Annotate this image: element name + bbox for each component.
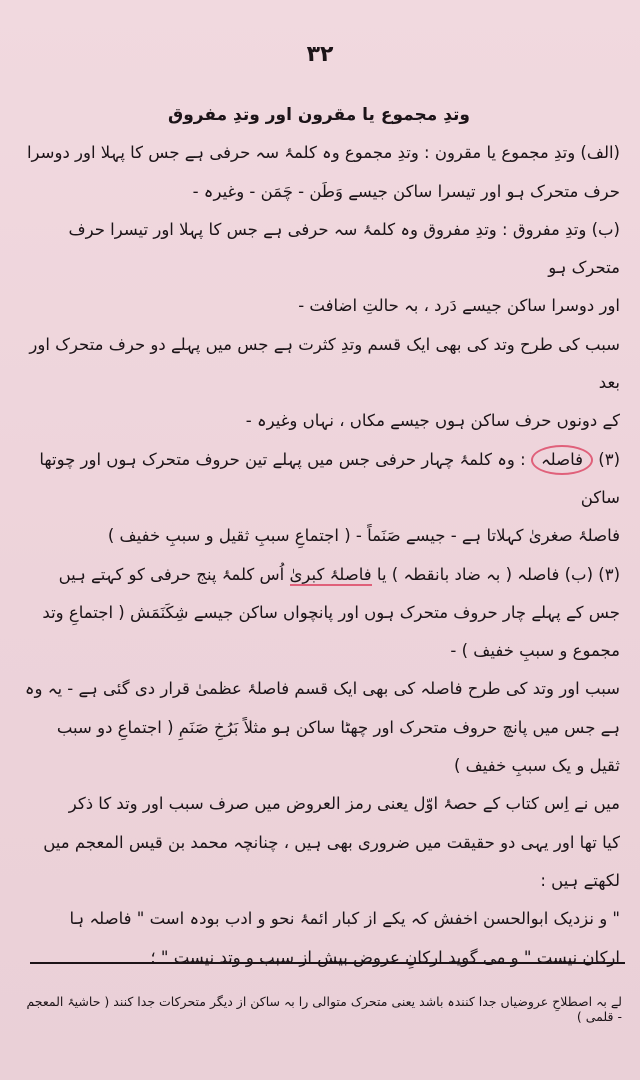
text-line: حرف متحرک ہو اور تیسرا ساکن جیسے وَطَن - چَمَن - وغیرہ -: [192, 181, 620, 201]
text-line: سبب کی طرح وتد کی بھی ایک قسم وتدِ کثرت ہے جس میں پہلے دو حرف متحرک اور بعد: [29, 334, 620, 393]
text-line: جس کے پہلے چار حروف متحرک ہوں اور پانچواں ساکن جیسے شِکَنَمَش ( اجتماعِ وتد: [42, 602, 620, 622]
text-line-fasila-kubra: [20, 556, 620, 594]
page-number: ۳۲: [306, 42, 334, 67]
quote-line: ارکان نیست " و می گوید ارکانِ عروض بیش از سبب و وتد نیست " ؛: [150, 947, 620, 967]
section-heading: وتدِ مجموع یا مقرون اور وتدِ مفروق: [168, 105, 470, 125]
underlined-term-fasila-kubra: فاصلۂ کبریٰ: [289, 564, 372, 584]
text-line: مجموع و سببِ خفیف ) -: [450, 641, 620, 661]
body-text: [20, 96, 620, 977]
text-line: کے دونوں حرف ساکن ہوں جیسے مکاں ، نہاں وغیرہ -: [245, 411, 620, 431]
fasila-kubra-start: (۳) (ب) فاصلہ ( بہ ضاد بانقطہ ) یا: [376, 564, 620, 584]
footnote: لے بہ اصطلاحِ عروضیاں جدا کنندہ باشد یعنی متحرک متوالی را بہ ساکن از دیگر متحرکات جدا کنند ( حاشیۂ المعجم - قلمی ): [26, 994, 622, 1024]
text-line: (ب) وتدِ مفروق : وتدِ مفروق وہ کلمۂ سہ حرفی ہے جس کا پہلا اور تیسرا حرف متحرک ہو: [68, 219, 620, 278]
fasila-kubra-rest: اُس کلمۂ پنج حرفی کو کہتے ہیں: [58, 564, 285, 584]
text-line: ہے جس میں پانچ حروف متحرک اور چھٹا ساکن ہو مثلاً بَرُخِ صَنَمِ ( اجتماعِ دو سبب: [56, 717, 620, 737]
text-line-fasila: [20, 441, 620, 518]
footnote-divider: [30, 962, 625, 964]
text-line: کیا تھا اور یہی دو حقیقت میں ضروری بھی ہیں ، چنانچہ محمد بن قیس المعجم میں لکھتے ہیں :: [43, 832, 620, 890]
text-line: ثقیل و یک سببِ خفیف ): [453, 756, 620, 776]
text-line: سبب اور وتد کی طرح فاصلہ کی بھی ایک قسم فاصلۂ عظمیٰ قرار دی گئی ہے - یہ وہ: [24, 679, 620, 699]
circled-term-fasila: فاصلہ: [531, 445, 593, 475]
text-line: اور دوسرا ساکن جیسے دَرد ، بہ حالتِ اضافت -: [298, 296, 620, 316]
fasila-number: (۳): [598, 449, 620, 469]
quote-line: " و نزدیک ابوالحسن اخفش کہ یکے از کبار ائمۂ نحو و ادب بودہ است " فاصلہ ہا: [69, 909, 620, 929]
text-line: میں نے اِس کتاب کے حصۂ اوّل یعنی رمز العروض میں صرف سبب اور وتد کا ذکر: [68, 794, 620, 814]
fasila-definition: : وہ کلمۂ چہار حرفی جس میں پہلے تین حروف متحرک ہوں اور چوتھا ساکن: [39, 449, 620, 507]
text-line: فاصلۂ صغریٰ کہلاتا ہے - جیسے صَنَماً - ( اجتماعِ سببِ ثقیل و سببِ خفیف ): [107, 526, 620, 546]
text-line: (الف) وتدِ مجموع یا مقرون : وتدِ مجموع وہ کلمۂ سہ حرفی ہے جس کا پہلا اور دوسرا: [26, 143, 620, 163]
